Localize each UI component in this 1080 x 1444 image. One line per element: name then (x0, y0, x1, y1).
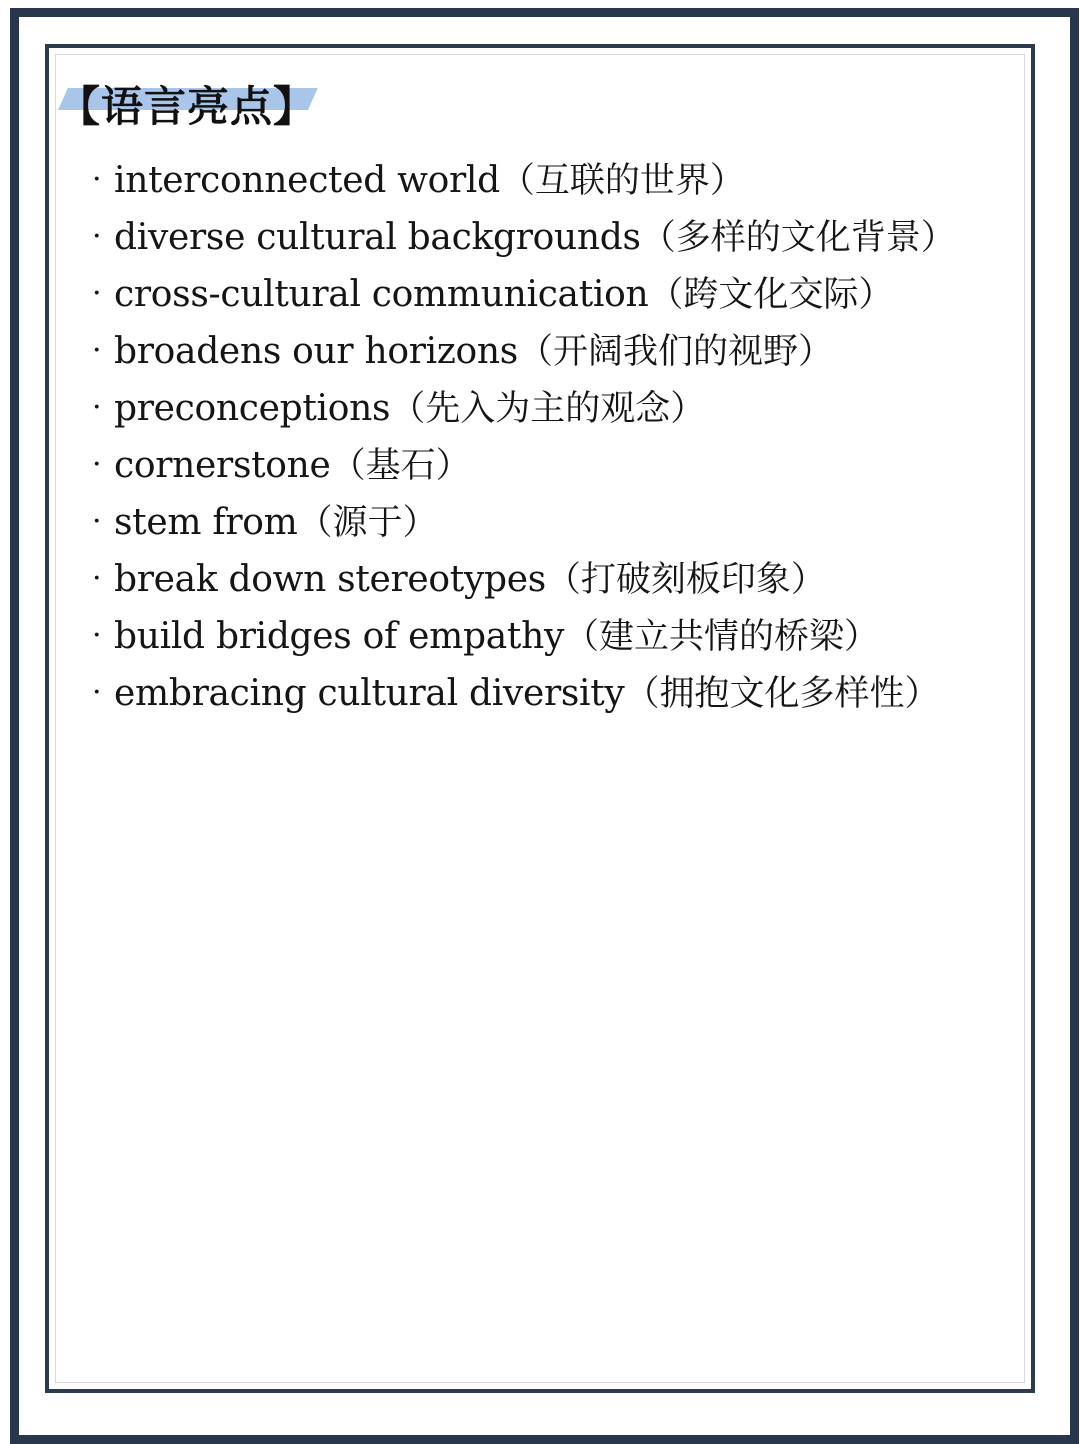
phrase-english: cross-cultural communication (114, 274, 649, 315)
bullet: · (92, 390, 102, 425)
phrase-english: diverse cultural backgrounds (114, 217, 641, 258)
section-heading-wrap (58, 80, 316, 134)
list-item (92, 154, 1022, 211)
phrase-english: stem from (114, 502, 298, 543)
bullet: · (92, 162, 102, 197)
phrase-chinese: （建立共情的桥梁） (564, 617, 880, 657)
list-item (92, 268, 1022, 325)
phrase-chinese: （基石） (330, 446, 471, 486)
list-item (92, 439, 1022, 496)
phrase-chinese: （开阔我们的视野） (517, 332, 833, 372)
list-item (92, 496, 1022, 553)
phrase-english: interconnected world (114, 160, 500, 201)
phrase-chinese: （互联的世界） (499, 161, 745, 201)
bullet: · (92, 675, 102, 710)
phrase-english: embracing cultural diversity (114, 673, 625, 714)
list-item (92, 553, 1022, 610)
list-item (92, 211, 1022, 268)
phrase-chinese: （跨文化交际） (648, 275, 894, 315)
bullet: · (92, 219, 102, 254)
bullet: · (92, 447, 102, 482)
phrase-english: cornerstone (114, 445, 331, 486)
section-heading: 【语言亮点】 (58, 82, 317, 131)
phrase-chinese: （源于） (297, 503, 438, 543)
phrase-english: preconceptions (114, 388, 391, 429)
list-item (92, 325, 1022, 382)
bullet: · (92, 276, 102, 311)
bullet: · (92, 561, 102, 596)
list-item (92, 667, 1022, 724)
phrase-english: build bridges of empathy (114, 616, 565, 657)
phrase-list (92, 154, 1022, 724)
list-item (92, 610, 1022, 667)
phrase-english: broadens our horizons (114, 331, 518, 372)
phrase-english: break down stereotypes (114, 559, 546, 600)
phrase-chinese: （打破刻板印象） (545, 560, 826, 600)
bullet: · (92, 504, 102, 539)
list-item (92, 382, 1022, 439)
phrase-chinese: （先入为主的观念） (390, 389, 706, 429)
phrase-chinese: （多样的文化背景） (640, 218, 956, 258)
bullet: · (92, 618, 102, 653)
bullet: · (92, 333, 102, 368)
phrase-chinese: （拥抱文化多样性） (624, 674, 940, 714)
